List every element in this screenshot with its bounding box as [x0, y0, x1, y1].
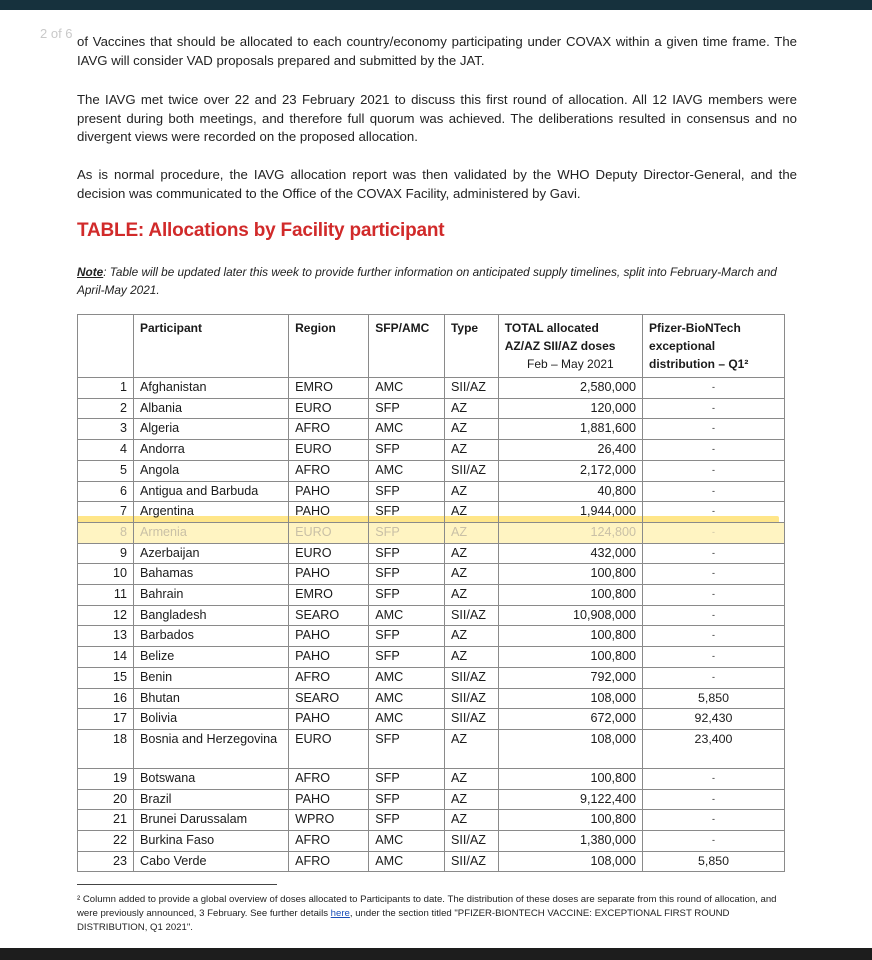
row-total: 108,000	[498, 729, 642, 768]
row-pfizer: 92,430	[643, 709, 785, 730]
row-total: 26,400	[498, 440, 642, 461]
row-region: EMRO	[289, 378, 369, 399]
row-region: PAHO	[289, 789, 369, 810]
table-body	[78, 378, 785, 872]
row-region: EURO	[289, 543, 369, 564]
row-type: AZ	[444, 564, 498, 585]
row-pfizer: -	[643, 585, 785, 606]
row-number: 12	[78, 605, 134, 626]
row-sfp-amc: AMC	[369, 688, 445, 709]
row-region: PAHO	[289, 709, 369, 730]
row-participant: Bahrain	[133, 585, 288, 606]
row-pfizer: -	[643, 522, 785, 543]
row-number: 18	[78, 729, 134, 768]
table-row	[78, 647, 785, 668]
row-participant: Afghanistan	[133, 378, 288, 399]
row-total: 1,380,000	[498, 831, 642, 852]
row-region: WPRO	[289, 810, 369, 831]
row-pfizer: -	[643, 481, 785, 502]
row-participant: Argentina	[133, 502, 288, 523]
header-pfizer-line1: Pfizer-BioNTech	[649, 321, 741, 335]
row-participant: Barbados	[133, 626, 288, 647]
footnote-text-before: ² Column added to provide a global overview of doses allocated to Participants to date. The distribution of these doses are separate from this round of allocation, and were previously announced, 3 February. See further details	[77, 894, 777, 919]
row-type: AZ	[444, 398, 498, 419]
table-row	[78, 709, 785, 730]
row-total: 40,800	[498, 481, 642, 502]
row-type: AZ	[444, 522, 498, 543]
table-row	[78, 460, 785, 481]
row-sfp-amc: SFP	[369, 810, 445, 831]
row-region: PAHO	[289, 564, 369, 585]
row-number: 15	[78, 667, 134, 688]
row-region: AFRO	[289, 667, 369, 688]
note-label: Note	[77, 265, 104, 279]
row-total: 100,800	[498, 626, 642, 647]
header-total-line3: Feb – May 2021	[527, 357, 614, 371]
row-pfizer: -	[643, 419, 785, 440]
row-type: AZ	[444, 789, 498, 810]
row-type: AZ	[444, 768, 498, 789]
row-total: 100,800	[498, 564, 642, 585]
top-bar	[0, 0, 872, 10]
row-participant: Bhutan	[133, 688, 288, 709]
row-region: AFRO	[289, 768, 369, 789]
header-total	[498, 315, 642, 378]
table-row	[78, 440, 785, 461]
row-region: PAHO	[289, 502, 369, 523]
table-header-row	[78, 315, 785, 378]
row-sfp-amc: SFP	[369, 543, 445, 564]
table-row	[78, 688, 785, 709]
row-pfizer: -	[643, 647, 785, 668]
table-row	[78, 419, 785, 440]
row-pfizer: -	[643, 543, 785, 564]
row-region: EURO	[289, 440, 369, 461]
row-type: SII/AZ	[444, 688, 498, 709]
row-region: AFRO	[289, 851, 369, 872]
row-number: 23	[78, 851, 134, 872]
row-participant: Algeria	[133, 419, 288, 440]
row-participant: Brunei Darussalam	[133, 810, 288, 831]
row-participant: Benin	[133, 667, 288, 688]
row-pfizer: -	[643, 667, 785, 688]
row-type: AZ	[444, 543, 498, 564]
footnote-link[interactable]: here	[330, 908, 350, 919]
row-number: 8	[78, 522, 134, 543]
row-total: 792,000	[498, 667, 642, 688]
row-total: 2,580,000	[498, 378, 642, 399]
header-sfp-amc: SFP/AMC	[369, 315, 445, 378]
row-number: 13	[78, 626, 134, 647]
table-row	[78, 851, 785, 872]
row-total: 1,881,600	[498, 419, 642, 440]
row-type: AZ	[444, 481, 498, 502]
row-sfp-amc: SFP	[369, 789, 445, 810]
allocations-table	[77, 314, 785, 872]
row-total: 108,000	[498, 688, 642, 709]
row-sfp-amc: AMC	[369, 419, 445, 440]
header-pfizer	[643, 315, 785, 378]
row-pfizer: -	[643, 398, 785, 419]
row-participant: Bahamas	[133, 564, 288, 585]
header-number	[78, 315, 134, 378]
row-number: 20	[78, 789, 134, 810]
table-row	[78, 585, 785, 606]
row-type: AZ	[444, 585, 498, 606]
table-row	[78, 502, 785, 523]
row-number: 3	[78, 419, 134, 440]
footnote-text-after: , under the section titled "PFIZER-BIONTECH VACCINE: EXCEPTIONAL FIRST ROUND DISTRIBUTION, Q1 2021".	[77, 908, 730, 933]
row-sfp-amc: SFP	[369, 522, 445, 543]
row-number: 6	[78, 481, 134, 502]
row-participant: Azerbaijan	[133, 543, 288, 564]
row-participant: Botswana	[133, 768, 288, 789]
header-region: Region	[289, 315, 369, 378]
row-participant: Antigua and Barbuda	[133, 481, 288, 502]
paragraph-iavg-meeting: The IAVG met twice over 22 and 23 February 2021 to discuss this first round of allocation. All 12 IAVG members were present during both meetings, and therefore full quorum was achieved. The deliberations resulted in consensus and no divergent views were recorded on the proposed allocation.	[77, 92, 797, 145]
row-type: AZ	[444, 419, 498, 440]
row-sfp-amc: AMC	[369, 378, 445, 399]
row-pfizer: -	[643, 378, 785, 399]
row-pfizer: -	[643, 810, 785, 831]
row-participant: Andorra	[133, 440, 288, 461]
table-row	[78, 543, 785, 564]
row-total: 2,172,000	[498, 460, 642, 481]
row-region: EURO	[289, 522, 369, 543]
header-pfizer-line2: exceptional	[649, 339, 716, 353]
table-row	[78, 605, 785, 626]
row-type: AZ	[444, 502, 498, 523]
row-region: PAHO	[289, 647, 369, 668]
row-sfp-amc: SFP	[369, 398, 445, 419]
row-type: SII/AZ	[444, 851, 498, 872]
row-region: PAHO	[289, 481, 369, 502]
row-sfp-amc: AMC	[369, 667, 445, 688]
table-row	[78, 481, 785, 502]
row-sfp-amc: SFP	[369, 481, 445, 502]
row-total: 9,122,400	[498, 789, 642, 810]
table-row	[78, 810, 785, 831]
table-row	[78, 522, 785, 543]
row-sfp-amc: SFP	[369, 768, 445, 789]
row-pfizer: -	[643, 440, 785, 461]
row-total: 100,800	[498, 810, 642, 831]
row-type: SII/AZ	[444, 667, 498, 688]
row-pfizer: -	[643, 460, 785, 481]
header-pfizer-line3: distribution – Q1²	[649, 357, 749, 371]
row-type: AZ	[444, 729, 498, 768]
table-row	[78, 729, 785, 768]
row-total: 100,800	[498, 768, 642, 789]
row-type: AZ	[444, 810, 498, 831]
row-participant: Cabo Verde	[133, 851, 288, 872]
row-number: 5	[78, 460, 134, 481]
row-number: 22	[78, 831, 134, 852]
row-total: 100,800	[498, 647, 642, 668]
row-number: 21	[78, 810, 134, 831]
row-number: 17	[78, 709, 134, 730]
row-number: 1	[78, 378, 134, 399]
table-title: TABLE: Allocations by Facility participant	[77, 220, 445, 241]
header-participant: Participant	[133, 315, 288, 378]
row-pfizer: -	[643, 564, 785, 585]
paragraph-validation: As is normal procedure, the IAVG allocation report was then validated by the WHO Deputy Director-General, and the decision was communicated to the Office of the COVAX Facility, administered by Gavi.	[77, 167, 797, 201]
row-pfizer: -	[643, 768, 785, 789]
row-region: EURO	[289, 729, 369, 768]
row-pfizer: 5,850	[643, 688, 785, 709]
page-indicator: 2 of 6	[40, 26, 73, 41]
row-region: AFRO	[289, 460, 369, 481]
row-number: 9	[78, 543, 134, 564]
row-sfp-amc: AMC	[369, 460, 445, 481]
table-row	[78, 626, 785, 647]
row-number: 4	[78, 440, 134, 461]
row-sfp-amc: SFP	[369, 647, 445, 668]
table-row	[78, 831, 785, 852]
note-text: : Table will be updated later this week to provide further information on anticipated supply timelines, split into February-March and April-May 2021.	[77, 265, 777, 297]
row-participant: Bangladesh	[133, 605, 288, 626]
row-sfp-amc: SFP	[369, 440, 445, 461]
row-total: 432,000	[498, 543, 642, 564]
row-sfp-amc: SFP	[369, 564, 445, 585]
row-region: PAHO	[289, 626, 369, 647]
row-sfp-amc: AMC	[369, 605, 445, 626]
row-pfizer: -	[643, 789, 785, 810]
row-number: 7	[78, 502, 134, 523]
header-type: Type	[444, 315, 498, 378]
row-number: 11	[78, 585, 134, 606]
row-pfizer: -	[643, 502, 785, 523]
row-pfizer: 5,850	[643, 851, 785, 872]
row-total: 124,800	[498, 522, 642, 543]
header-total-line1: TOTAL allocated	[504, 321, 599, 335]
table-row	[78, 768, 785, 789]
row-sfp-amc: AMC	[369, 851, 445, 872]
row-participant: Armenia	[133, 522, 288, 543]
row-total: 1,944,000	[498, 502, 642, 523]
row-total: 108,000	[498, 851, 642, 872]
row-total: 10,908,000	[498, 605, 642, 626]
row-sfp-amc: AMC	[369, 709, 445, 730]
row-type: SII/AZ	[444, 378, 498, 399]
row-participant: Burkina Faso	[133, 831, 288, 852]
row-type: SII/AZ	[444, 605, 498, 626]
row-pfizer: -	[643, 831, 785, 852]
row-number: 19	[78, 768, 134, 789]
row-type: AZ	[444, 647, 498, 668]
row-pfizer: -	[643, 605, 785, 626]
row-type: AZ	[444, 626, 498, 647]
row-participant: Bosnia and Herzegovina	[133, 729, 288, 768]
row-total: 120,000	[498, 398, 642, 419]
bottom-bar	[0, 948, 872, 960]
row-region: EURO	[289, 398, 369, 419]
header-total-line2: AZ/AZ SII/AZ doses	[504, 339, 616, 353]
row-type: AZ	[444, 440, 498, 461]
row-region: SEARO	[289, 688, 369, 709]
row-total: 672,000	[498, 709, 642, 730]
row-total: 100,800	[498, 585, 642, 606]
footnote-rule	[77, 884, 277, 885]
table-row	[78, 789, 785, 810]
row-type: SII/AZ	[444, 831, 498, 852]
row-number: 10	[78, 564, 134, 585]
row-participant: Bolivia	[133, 709, 288, 730]
row-number: 16	[78, 688, 134, 709]
footnote	[77, 893, 789, 935]
row-participant: Albania	[133, 398, 288, 419]
row-sfp-amc: SFP	[369, 729, 445, 768]
row-pfizer: 23,400	[643, 729, 785, 768]
table-note	[77, 263, 797, 299]
row-type: SII/AZ	[444, 709, 498, 730]
row-number: 14	[78, 647, 134, 668]
table-row	[78, 667, 785, 688]
row-sfp-amc: SFP	[369, 502, 445, 523]
row-participant: Angola	[133, 460, 288, 481]
row-sfp-amc: AMC	[369, 831, 445, 852]
row-number: 2	[78, 398, 134, 419]
paragraph-vad: of Vaccines that should be allocated to each country/economy participating under COVAX within a given time frame. The IAVG will consider VAD proposals prepared and submitted by the JAT.	[77, 34, 797, 68]
row-region: AFRO	[289, 419, 369, 440]
table-row	[78, 398, 785, 419]
row-participant: Belize	[133, 647, 288, 668]
row-sfp-amc: SFP	[369, 626, 445, 647]
row-region: AFRO	[289, 831, 369, 852]
row-region: EMRO	[289, 585, 369, 606]
table-row	[78, 564, 785, 585]
row-sfp-amc: SFP	[369, 585, 445, 606]
row-participant: Brazil	[133, 789, 288, 810]
row-pfizer: -	[643, 626, 785, 647]
table-row	[78, 378, 785, 399]
row-region: SEARO	[289, 605, 369, 626]
row-type: SII/AZ	[444, 460, 498, 481]
